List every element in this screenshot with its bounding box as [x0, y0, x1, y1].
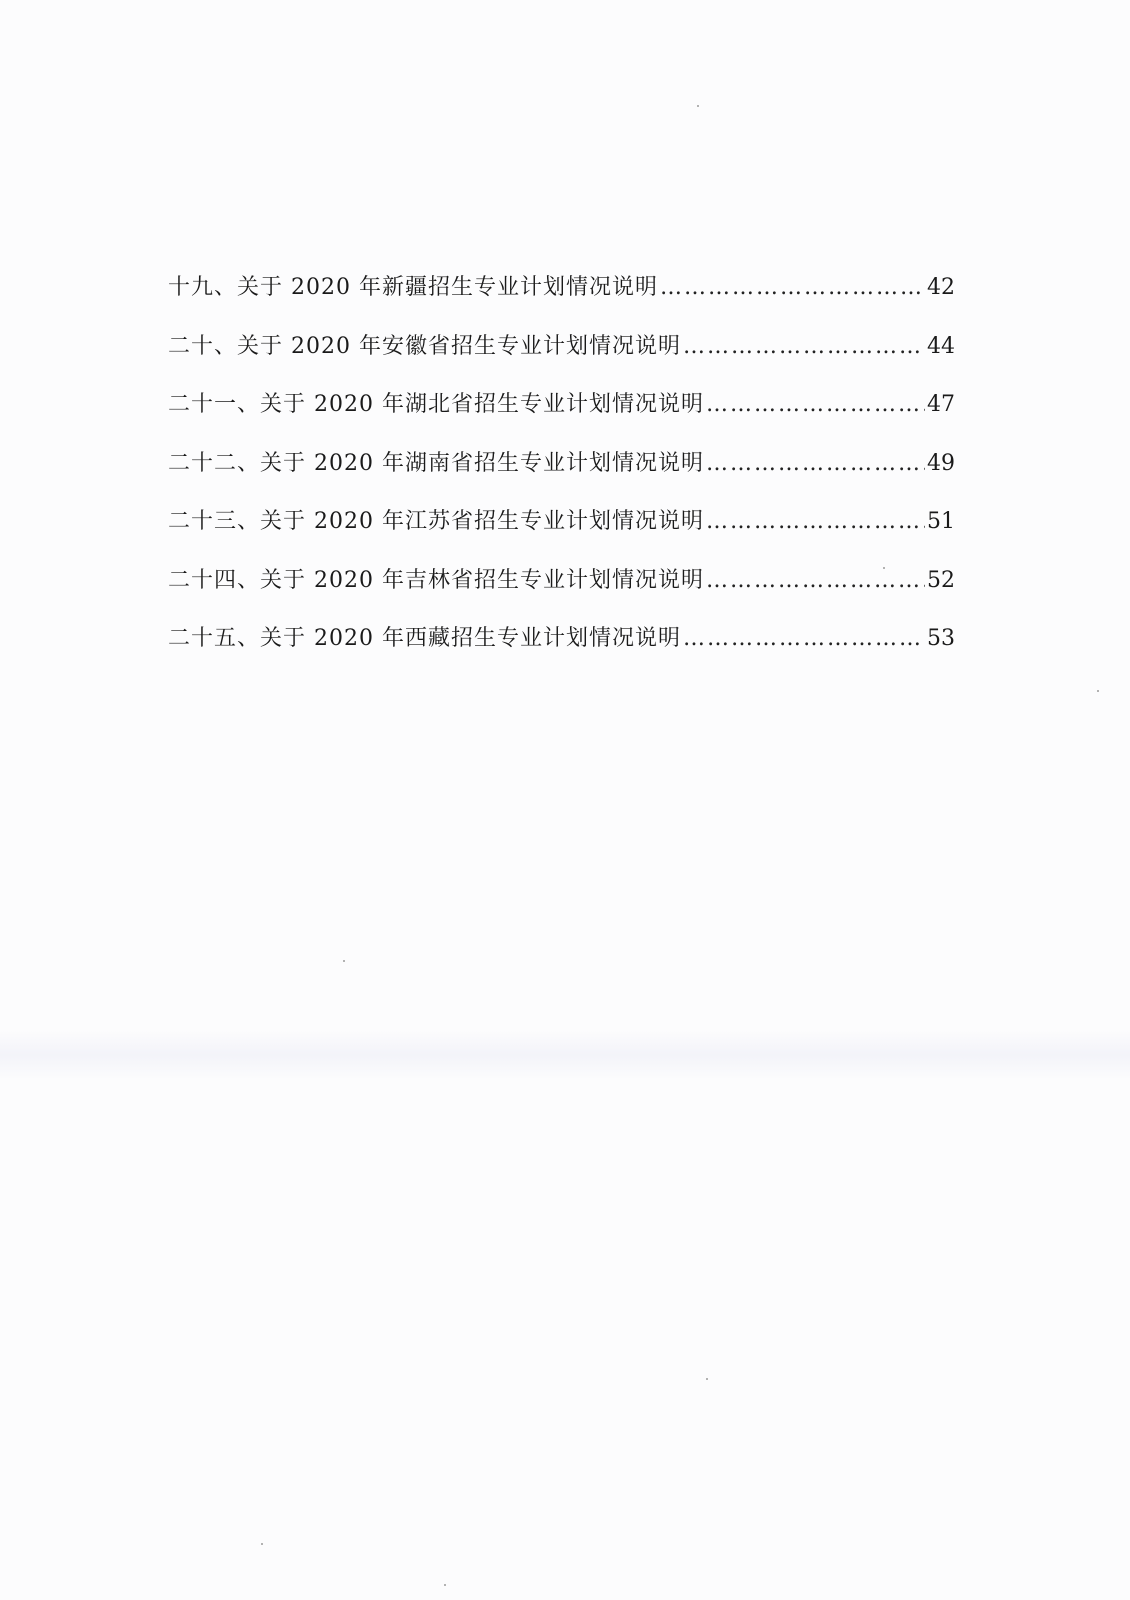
scan-speck: [343, 960, 345, 962]
scan-speck: [706, 1378, 708, 1380]
toc-dot-leader: [683, 327, 925, 367]
toc-entry: [168, 619, 955, 678]
toc-dot-leader: [706, 502, 925, 542]
toc-dot-leader: [660, 268, 925, 308]
toc-entry-title: 二十二、关于 2020 年湖南省招生专业计划情况说明: [168, 450, 704, 476]
toc-dot-leader: [706, 385, 925, 425]
toc-page-number: 47: [927, 392, 955, 417]
toc-page-number: 51: [927, 509, 955, 534]
scan-speck: [261, 1543, 263, 1545]
toc-page-number: 42: [927, 275, 955, 300]
toc-entry: [168, 385, 955, 444]
toc-entry-title: 二十四、关于 2020 年吉林省招生专业计划情况说明: [168, 567, 704, 593]
toc-entry-title: 二十三、关于 2020 年江苏省招生专业计划情况说明: [168, 509, 704, 534]
scan-speck: [883, 567, 885, 569]
toc-page-number: 53: [927, 626, 955, 651]
toc-page-number: 44: [927, 333, 955, 359]
toc-page-number: 52: [927, 567, 955, 593]
toc-dot-leader: [683, 619, 925, 659]
toc-dot-leader: [706, 444, 925, 484]
toc-page-number: 49: [927, 450, 955, 476]
scan-artifact-band: [0, 1030, 1130, 1080]
scan-speck: [444, 1584, 446, 1586]
toc-entry: [168, 327, 955, 386]
toc-entry: [168, 561, 955, 620]
toc-entry-title: 二十、关于 2020 年安徽省招生专业计划情况说明: [168, 333, 681, 359]
toc-dot-leader: [706, 561, 925, 601]
toc-entry: [168, 502, 955, 561]
toc-entry-title: 十九、关于 2020 年新疆招生专业计划情况说明: [168, 275, 658, 300]
toc-entry-title: 二十五、关于 2020 年西藏招生专业计划情况说明: [168, 626, 681, 651]
toc-entry: [168, 268, 955, 327]
table-of-contents: [168, 268, 955, 678]
toc-entry-title: 二十一、关于 2020 年湖北省招生专业计划情况说明: [168, 392, 704, 417]
scan-speck: [697, 105, 699, 107]
toc-entry: [168, 444, 955, 503]
scan-speck: [1097, 690, 1099, 692]
